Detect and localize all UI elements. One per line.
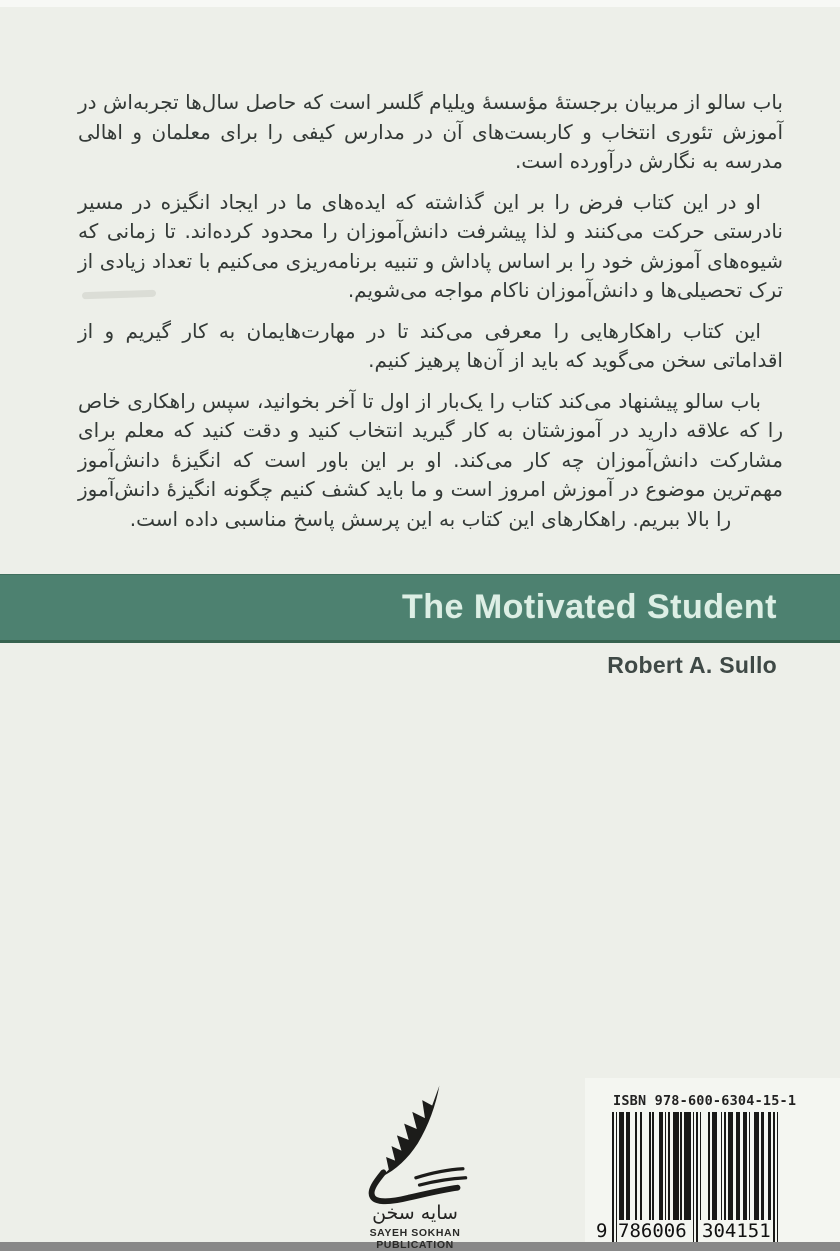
barcode-digits xyxy=(585,1220,840,1242)
isbn-number: ISBN 978-600-6304-15-1 xyxy=(613,1093,797,1109)
synopsis-paragraph: این کتاب راهکارهایی را معرفی می‌کند تا در مهارت‌هایمان به کار گیریم و از اقداماتی سخن می‌گوید که باید از آن‌ها پرهیز کنیم. xyxy=(78,318,783,372)
barcode-digit-group: 786006 xyxy=(618,1220,687,1242)
publisher-name-farsi: سایه سخن xyxy=(372,1202,458,1224)
author-name: Robert A. Sullo xyxy=(607,652,777,678)
publisher-name-english: SAYEH SOKHAN xyxy=(369,1227,461,1239)
publisher-logo-block xyxy=(330,1082,500,1251)
scan-edge-highlight xyxy=(0,0,840,7)
synopsis-paragraph: او در این کتاب فرض را بر این گذاشته که ایده‌های ما در ایجاد انگیزه در مسیر نادرستی حرکت می‌کنند و لذا پیشرفت دانش‌آموزان را محدود کرده‌اند. تا زمانی که شیوه‌های آموزش خود را بر اساس پاداش و تنبیه برنامه‌ریزی می‌کنیم با تعداد زیادی از ترک تحصیلی‌ها و دانش‌آموزان ناکام مواجه می‌شویم. xyxy=(78,189,783,302)
isbn-barcode-label xyxy=(585,1078,840,1242)
synopsis-paragraph: باب سالو از مربیان برجستهٔ مؤسسهٔ ویلیام گلسر است که حاصل سال‌ها تجربه‌اش در آموزش تئوری انتخاب و کاربست‌های آن در مدارس کیفی را برای معلمان و اهالی مدرسه به نگارش درآورده است. xyxy=(78,90,783,173)
quill-feather-icon xyxy=(356,1082,474,1204)
barcode-digit-group: 9 xyxy=(596,1220,608,1242)
book-title-english: The Motivated Student xyxy=(401,588,777,626)
publisher-type-english: PUBLICATION xyxy=(376,1239,454,1251)
synopsis-text-block xyxy=(78,88,783,545)
title-band xyxy=(0,574,840,643)
synopsis-paragraph: باب سالو پیشنهاد می‌کند کتاب را یک‌بار از اول تا آخر بخوانید، سپس راهکاری خاص را که علاقه دارید در آموزشتان به کار گیرید انتخاب کنید و دقت کنید که معلم برای مشارکت دانش‌آموزان چه کار می‌کند. او بر این باور است که انگیزهٔ دانش‌آموز مهم‌ترین موضوع در آموزش امروز است و ما باید کشف کنیم چگونه انگیزهٔ دانش‌آموز را بالا ببریم. راهکارهای این کتاب به این پرسش پاسخ مناسبی داده است. xyxy=(78,388,783,531)
barcode-digit-group: 304151 xyxy=(702,1220,771,1242)
